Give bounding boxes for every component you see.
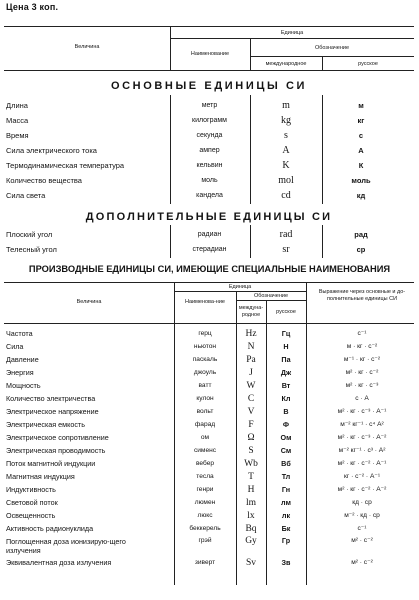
- table-row-rus: Ф: [282, 420, 290, 429]
- table-row-quantity: Электрическая проводимость: [6, 446, 106, 455]
- table1-col-divider: [250, 95, 251, 204]
- table-row-quantity: Магнитная индукция: [6, 472, 75, 481]
- table-row-quantity: Количество вещества: [6, 176, 82, 185]
- table-row-expression: м⁻² кг⁻¹ · с³ · А²: [338, 447, 386, 454]
- table-row-quantity: Телесный угол: [6, 245, 57, 254]
- table-row-unit-name: ватт: [198, 382, 212, 389]
- table1-top-border: [4, 26, 414, 27]
- table-row-quantity: Сила: [6, 342, 24, 351]
- table-row-intl: Pa: [246, 355, 256, 365]
- table-row-unit-name: кулон: [196, 395, 214, 402]
- table-row-expression: м² · кг · с⁻² · А⁻²: [337, 486, 387, 493]
- table2-header-bottom-border: [4, 323, 414, 324]
- table1-col-divider: [250, 225, 251, 258]
- table-row-expression: м² · с⁻²: [351, 537, 373, 544]
- table-row-rus: рад: [354, 230, 368, 239]
- table-row-expression: кд · ср: [352, 499, 372, 506]
- table-row-rus: К: [358, 161, 364, 170]
- table-row-intl: sr: [282, 244, 290, 255]
- table-row-unit-name: моль: [201, 177, 218, 184]
- table-row-rus: В: [283, 407, 289, 416]
- table-row-expression: м² · с⁻²: [351, 559, 373, 566]
- table-row-unit-name: кандела: [196, 192, 223, 199]
- table-row-rus: с: [358, 131, 364, 140]
- table-row-expression: с · А: [355, 395, 369, 402]
- table-row-unit-name: ампер: [199, 147, 220, 154]
- table-row-unit-name: ньютон: [193, 343, 217, 350]
- supplementary-units-title: ДОПОЛНИТЕЛЬНЫЕ ЕДИНИЦЫ СИ: [85, 211, 333, 223]
- table-row-rus: кг: [357, 116, 365, 125]
- table2-header-expression: Выражение через основные и до-полнительные единицы СИ: [318, 289, 406, 302]
- table-row-quantity: Количество электричества: [6, 394, 96, 403]
- table-row-intl: A: [282, 145, 290, 156]
- table-row-intl: C: [247, 394, 255, 404]
- table-row-expression: м² · кг · с⁻³: [345, 382, 379, 389]
- table-row-intl: F: [248, 420, 254, 430]
- table-row-intl: W: [246, 381, 256, 391]
- table-row-rus: ср: [356, 245, 366, 254]
- table-row-intl: Sv: [245, 558, 257, 568]
- table-row-rus: лм: [281, 498, 291, 507]
- table-row-quantity: Давление: [6, 355, 39, 364]
- table-row-rus: А: [358, 146, 364, 155]
- table-row-intl: Wb: [244, 459, 258, 469]
- table-row-expression: с⁻¹: [357, 330, 367, 337]
- table1-header-quantity: Величина: [74, 44, 100, 50]
- table-row-intl: K: [282, 160, 290, 171]
- table-row-unit-name: беккерель: [189, 525, 221, 532]
- table-row-unit-name: вольт: [196, 408, 214, 415]
- table-row-unit-name: вебер: [195, 460, 215, 467]
- table-row-unit-name: метр: [201, 102, 218, 109]
- table1-header-unit: Единица: [280, 30, 304, 36]
- table-row-unit-name: паскаль: [192, 356, 218, 363]
- table-row-unit-name: зиверт: [194, 559, 216, 566]
- table-row-quantity: Масса: [6, 116, 29, 125]
- table-row-expression: кг · с⁻² · А⁻¹: [343, 473, 381, 480]
- table2-top-border: [4, 282, 414, 283]
- table-row-unit-name: ом: [200, 434, 210, 441]
- table-row-unit-name: радиан: [197, 231, 222, 238]
- table-row-expression: м⁻² кг⁻¹ · с⁴ А²: [340, 421, 384, 428]
- table-row-rus: Бк: [281, 524, 291, 533]
- table-row-unit-name: килограмм: [192, 117, 227, 124]
- table2-header-name: Наименова-ние: [185, 299, 225, 305]
- table-row-rus: лк: [281, 511, 291, 520]
- table1-header-name: Наименование: [190, 51, 230, 57]
- table-row-expression: м² · кг · с⁻³ · А⁻²: [337, 434, 387, 441]
- table-row-quantity: Энергия: [6, 368, 34, 377]
- table2-header-designation: Обозначение: [253, 293, 288, 299]
- table-row-quantity: Электрическая емкость: [6, 420, 85, 429]
- table-row-rus: моль: [351, 176, 371, 185]
- table2-header-russian: русское: [276, 309, 296, 315]
- table-row-expression: м · кг · с⁻²: [346, 343, 378, 350]
- table-row-rus: Гц: [281, 329, 291, 338]
- table-row-unit-name: сименс: [193, 447, 217, 454]
- table-row-intl: cd: [281, 190, 291, 201]
- table1-col-divider: [170, 225, 171, 258]
- table-row-intl: Gy: [245, 536, 257, 546]
- table1-header-rule-unit: [170, 38, 414, 39]
- table1-header-bottom-border: [4, 70, 414, 71]
- table-row-rus: Ом: [280, 433, 292, 442]
- table-row-quantity: Эквивалентная доза излучения: [6, 558, 112, 567]
- table-row-intl: V: [247, 407, 255, 417]
- table-row-quantity: Плоский угол: [6, 230, 53, 239]
- table-row-rus: Вт: [281, 381, 291, 390]
- table-row-intl: kg: [281, 115, 291, 126]
- table-row-intl: m: [282, 100, 290, 111]
- table-row-unit-name: грэй: [198, 537, 212, 544]
- table-row-rus: Тл: [281, 472, 291, 481]
- table-row-quantity: Поглощенная доза ионизирую-щего излучения: [6, 537, 126, 555]
- table-row-intl: Bq: [245, 524, 257, 534]
- table1-header-designation: Обозначение: [314, 45, 349, 51]
- base-units-title: ОСНОВНЫЕ ЕДИНИЦЫ СИ: [110, 80, 308, 92]
- table2-header-quantity: Величина: [76, 299, 102, 305]
- table-row-rus: См: [280, 446, 292, 455]
- table-row-rus: Вб: [281, 459, 291, 468]
- table-row-rus: Па: [281, 355, 291, 364]
- table-row-intl: S: [248, 446, 254, 456]
- table-row-expression: м⁻² · кд · ср: [344, 512, 380, 519]
- table-row-quantity: Мощность: [6, 381, 41, 390]
- table-row-quantity: Освещенность: [6, 511, 56, 520]
- table-row-unit-name: стерадиан: [192, 246, 227, 253]
- table-row-quantity: Световой поток: [6, 498, 58, 507]
- table-row-expression: с⁻¹: [357, 525, 367, 532]
- table1-header-russian: русское: [358, 61, 378, 67]
- table-row-intl: lm: [245, 498, 257, 508]
- table-row-rus: Гр: [281, 536, 291, 545]
- table1-col-divider: [322, 95, 323, 204]
- table-row-unit-name: генри: [196, 486, 214, 493]
- table-row-unit-name: люмен: [194, 499, 216, 506]
- table-row-rus: Дж: [280, 368, 292, 377]
- table-row-quantity: Частота: [6, 329, 33, 338]
- table2-header-rule-unit: [174, 291, 306, 292]
- table-row-rus: м: [358, 101, 364, 110]
- table-row-unit-name: герц: [198, 330, 212, 337]
- table-row-intl: N: [247, 342, 255, 352]
- table-row-rus: Н: [283, 342, 289, 351]
- table-row-rus: Зв: [281, 558, 291, 567]
- table-row-intl: T: [248, 472, 254, 482]
- table-row-unit-name: кельвин: [196, 162, 223, 169]
- price-label: Цена 3 коп.: [6, 2, 59, 12]
- table-row-unit-name: джоуль: [193, 369, 217, 376]
- table-row-quantity: Индуктивность: [6, 485, 56, 494]
- table-row-unit-name: люкс: [197, 512, 213, 519]
- table-row-quantity: Термодинамическая температура: [6, 161, 125, 170]
- table-row-quantity: Длина: [6, 101, 28, 110]
- table-row-quantity: Время: [6, 131, 29, 140]
- table-row-quantity: Сила света: [6, 191, 46, 200]
- table1-col-divider: [322, 225, 323, 258]
- table2-header-international: междуна-родное: [238, 305, 264, 318]
- table-row-intl: Hz: [245, 329, 257, 339]
- table2-header-rule-designation: [236, 300, 306, 301]
- table-row-intl: rad: [279, 229, 293, 240]
- table-row-intl: J: [249, 368, 253, 378]
- table-row-expression: м² · кг · с⁻²: [345, 369, 379, 376]
- table-row-rus: Гн: [281, 485, 291, 494]
- table-row-unit-name: тесла: [196, 473, 214, 480]
- table-row-expression: м⁻¹ · кг · с⁻²: [343, 356, 381, 363]
- table2-header-unit: Единица: [228, 284, 252, 290]
- table-row-intl: Ω: [247, 433, 255, 443]
- table-row-quantity: Активность радионуклида: [6, 524, 94, 533]
- table-row-quantity: Электрическое напряжение: [6, 407, 99, 416]
- table-row-expression: м² · кг · с⁻² · А⁻¹: [337, 460, 387, 467]
- table-row-intl: mol: [278, 175, 294, 186]
- table-row-rus: Кл: [281, 394, 291, 403]
- table-row-quantity: Сила электрического тока: [6, 146, 97, 155]
- derived-units-title: ПРОИЗВОДНЫЕ ЕДИНИЦЫ СИ, ИМЕЮЩИЕ СПЕЦИАЛЬНЫЕ НАИМЕНОВАНИЯ: [28, 264, 391, 274]
- table-row-rus: кд: [356, 191, 366, 200]
- table-row-expression: м² · кг · с⁻³ · А⁻¹: [337, 408, 387, 415]
- table-row-quantity: Поток магнитной индукции: [6, 459, 96, 468]
- table-row-unit-name: секунда: [196, 132, 223, 139]
- table1-header-international: международное: [265, 61, 307, 67]
- table-row-intl: lx: [247, 511, 255, 521]
- table1-header-rule-designation: [250, 56, 414, 57]
- table-row-quantity: Электрическое сопротивление: [6, 433, 109, 442]
- table-row-unit-name: фарад: [194, 421, 216, 428]
- table1-col-divider: [170, 95, 171, 204]
- table-row-intl: s: [284, 130, 288, 141]
- table-row-intl: H: [247, 485, 255, 495]
